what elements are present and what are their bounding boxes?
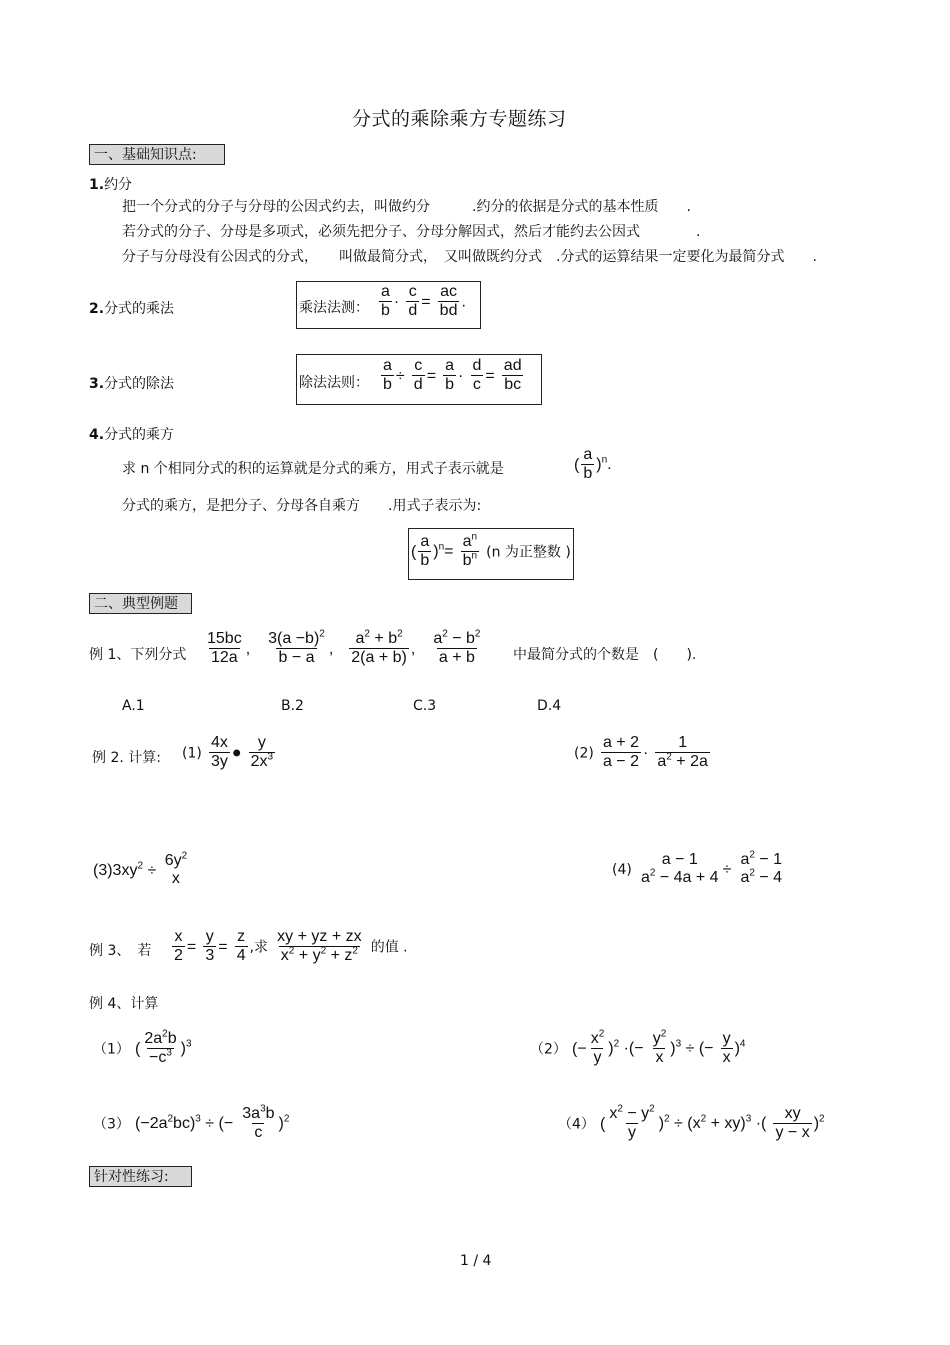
multiplication-rule-label: 乘法法测：	[299, 300, 369, 316]
page-number: 1 / 4	[460, 1253, 492, 1269]
power-rule-box	[408, 528, 574, 580]
point-1-line-1: 把一个分式的分子与分母的公因式约去，叫做约分 .约分的依据是分式的基本性质 .	[122, 199, 691, 215]
division-rule-formula: $\frac{a}{b}$ ÷ $\frac{c}{d}$ = $\frac{a}{b}$ · $\frac{d}{c}$ = $\frac{ad}{bc}$	[383, 357, 522, 394]
point-4-line-1: 求 n 个相同分式的积的运算就是分式的乘方，用式子表示就是	[122, 461, 504, 477]
example-1-option-d: D.4	[537, 698, 562, 714]
example-2-part-3: $(3)3xy^2$ ÷ $6y^2$ x	[93, 850, 188, 888]
point-1-line-2: 若分式的分子、分母是多项式，必须先把分子、分母分解因式，然后才能约去公因式 .	[122, 224, 701, 240]
power-rule-note: (n 为正整数 )	[486, 544, 571, 561]
example-3-label: 例 3、 若	[89, 943, 152, 959]
multiplication-rule-formula: $\frac{a}{b}$ · $\frac{c}{d}$ = $\frac{ac}{bd}$ .	[381, 283, 466, 320]
point-1-heading: 1.约分	[89, 177, 133, 193]
example-1-fractions: $\frac{15bc}{12a}$ , $\frac{3(a -b)^2}{b - a}$ , $\frac{a^2 + b^2}{2(a + b)}$ , $\frac{a^2 - b^2}{a + b}$	[207, 628, 481, 667]
example-1-label: 例 1、下列分式	[89, 647, 187, 663]
example-4-part-1: （1） ( $\frac{2a^2b}{-c^3}$ )$^3$	[93, 1028, 192, 1067]
section-heading-basics: 一、基础知识点:	[89, 144, 225, 165]
example-1-option-a: A.1	[122, 698, 145, 714]
point-1-line-3: 分子与分母没有公因式的分式， 叫做最简分式， 又叫做既约分式 .分式的运算结果一定要化为最简分式 .	[122, 249, 817, 265]
point-4-heading: 4.分式的乘方	[89, 427, 175, 443]
example-2-label: 例 2. 计算:	[92, 750, 161, 766]
page-title: 分式的乘除乘方专题练习	[352, 108, 567, 130]
example-4-part-4: （4） ( $\frac{x^2 - y^2}{y}$ )$^2 \div (x^2 + xy)^3$ ·( $\frac{xy}{y - x}$ )$^2$	[558, 1103, 825, 1142]
example-2-part-2: (2) $\frac{a + 2}{a - 2}$ · $\frac{1}{a^2 + 2a}$	[574, 734, 708, 771]
example-4-label: 例 4、计算	[89, 996, 159, 1012]
section-heading-practice: 针对性练习:	[89, 1166, 192, 1187]
point-4-line-2: 分式的乘方，是把分子、分母各自乘方 .用式子表示为:	[122, 498, 482, 514]
power-expression: ( $\frac{a}{b}$ )$^n$.	[574, 446, 612, 483]
multiplication-rule-box	[296, 281, 481, 329]
power-rule-formula: ( $\frac{a}{b}$ )$^n$= $\frac{a^n}{b^n}$ (n 为正整数 )	[411, 531, 571, 570]
example-2-part-1: (1) $\frac{4x}{3y}$ ● $\frac{y}{2x^3}$	[182, 734, 274, 771]
example-1-option-b: B.2	[281, 698, 304, 714]
example-1-option-c: C.3	[413, 698, 437, 714]
section-heading-examples: 二、典型例题	[89, 593, 192, 614]
example-4-part-3: （3） $(-2a^2bc)^3$ ÷ (− $\frac{3a^3b}{c}$ )$^2$	[93, 1103, 290, 1142]
example-2-part-4: (4) a − 1 $a^2 - 4a + 4$ ÷ $a^2 - 1$ $a^2 - 4$	[612, 849, 783, 887]
example-3-expression: $\frac{x}{2}$ = $\frac{y}{3}$ = $\frac{z}{4}$ ,求 $\frac{xy + yz + zx}{x^2 + y^2 + z^2}$ 的值 .	[174, 928, 408, 965]
example-1-question: 中最简分式的个数是 ( ).	[513, 647, 697, 663]
point-3-heading: 3.分式的除法	[89, 376, 175, 392]
division-rule-label: 除法法则：	[299, 375, 369, 391]
division-rule-box	[296, 354, 542, 405]
example-4-part-2: （2） (− $\frac{x^2}{y}$ )$^2$ ·(− $\frac{y^2}{x}$ )$^3$ ÷ (− $\frac{y}{x}$ )$^4$	[530, 1028, 746, 1067]
point-2-heading: 2.分式的乘法	[89, 301, 175, 317]
